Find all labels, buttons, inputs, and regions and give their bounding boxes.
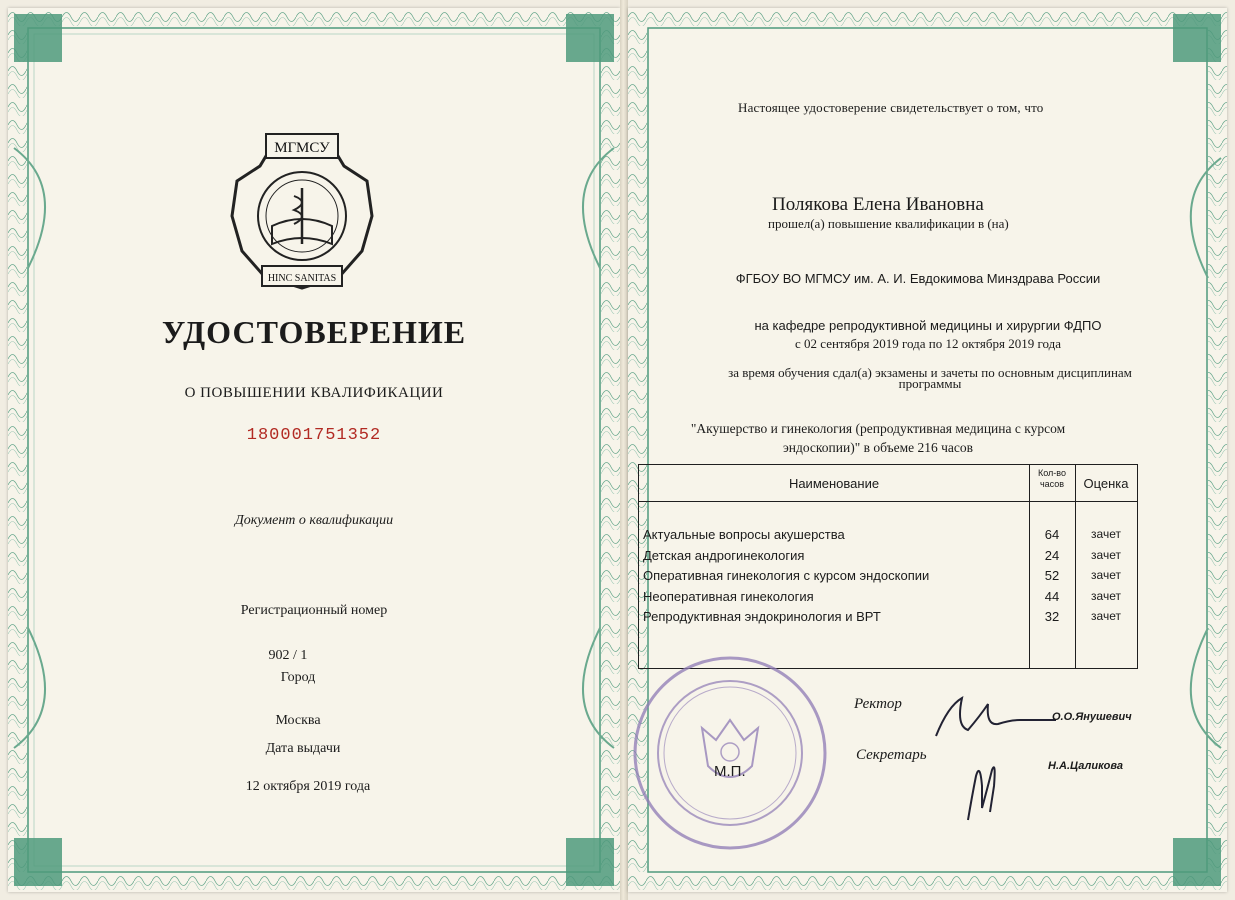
person-name: Полякова Елена Ивановна: [772, 194, 984, 215]
discipline-grade: зачет: [1091, 568, 1121, 582]
disciplines-table: [638, 464, 1138, 669]
discipline-name: Репродуктивная эндокринология и ВРТ: [643, 609, 881, 624]
table-row: [639, 589, 1137, 610]
discipline-name: Оперативная гинекология с курсом эндоскопии: [643, 568, 930, 583]
stamp-label: М.П.: [714, 763, 746, 780]
document-title: УДОСТОВЕРЕНИЕ: [161, 314, 467, 350]
discipline-name: Актуальные вопросы акушерства: [643, 527, 845, 542]
header-name: Наименование: [788, 476, 880, 491]
exams-line-1: за время обучения сдал(а) экзамены и зачеты по основным дисциплинам: [728, 365, 1132, 380]
discipline-grade: зачет: [1091, 588, 1121, 603]
rector-title: Ректор: [854, 696, 902, 712]
right-page: [628, 8, 1227, 892]
table-row: [639, 609, 1137, 630]
table-header: [639, 465, 1137, 502]
book-spine: [620, 0, 628, 900]
emblem-bottom-text: HINC SANITAS: [267, 273, 337, 284]
discipline-hours: 32: [1044, 609, 1060, 624]
issue-date-value: 12 октября 2019 года: [245, 779, 371, 794]
header-hours-line-1: Кол-во: [1038, 468, 1066, 478]
secretary-signature: [958, 756, 1008, 826]
discipline-hours: 24: [1044, 547, 1060, 563]
exams-line-2: программы: [898, 376, 962, 391]
discipline-name: Неоперативная гинекология: [643, 588, 814, 604]
discipline-hours: 64: [1044, 527, 1060, 542]
exams-text: [658, 367, 1202, 389]
registration-value: 902 / 1: [268, 648, 308, 663]
rector-name: О.О.Янушевич: [1052, 711, 1132, 723]
discipline-name: Детская андрогинекология: [643, 547, 805, 563]
study-period: с 02 сентября 2019 года по 12 октября 2019 года: [795, 336, 1061, 351]
discipline-hours: 52: [1044, 568, 1060, 583]
table-row: [639, 568, 1137, 589]
rector-signature: [928, 686, 1058, 746]
secretary-name: Н.А.Цаликова: [1048, 760, 1124, 772]
program-title: [648, 419, 1108, 457]
issue-date-label: Дата выдачи: [265, 741, 341, 756]
program-line-1: "Акушерство и гинекология (репродуктивная медицина с курсом: [690, 421, 1066, 436]
header-hours: [1029, 468, 1075, 490]
discipline-hours: 44: [1044, 588, 1060, 604]
discipline-grade: зачет: [1091, 527, 1121, 541]
serial-number: 180001751352: [246, 426, 382, 445]
secretary-title: Секретарь: [856, 747, 927, 763]
city-value: Москва: [275, 713, 321, 728]
official-stamp: [630, 648, 830, 858]
passed-text: прошел(а) повышение квалификации в (на): [768, 216, 1009, 231]
registration-label: Регистрационный номер: [240, 603, 388, 618]
intro-text: Настоящее удостоверение свидетельствует о том, что: [738, 100, 1044, 115]
document-subtitle: О ПОВЫШЕНИИ КВАЛИФИКАЦИИ: [184, 385, 444, 401]
program-line-2: эндоскопии)" в объеме 216 часов: [782, 440, 974, 455]
table-body: [639, 527, 1137, 630]
header-hours-line-2: часов: [1039, 479, 1065, 489]
department: на кафедре репродуктивной медицины и хирургии ФДПО: [754, 318, 1102, 333]
emblem-top-text: МГМСУ: [274, 140, 330, 156]
discipline-grade: зачет: [1091, 609, 1121, 623]
organization: ФГБОУ ВО МГМСУ им. А. И. Евдокимова Минздрава России: [735, 271, 1101, 286]
header-grade: Оценка: [1083, 476, 1129, 491]
city-label: Город: [280, 670, 316, 685]
document-kind: Документ о квалификации: [234, 513, 394, 528]
left-page: [8, 8, 620, 892]
discipline-grade: зачет: [1091, 547, 1121, 562]
table-row: [639, 527, 1137, 548]
mgmsu-emblem: [222, 126, 382, 296]
table-row: [639, 548, 1137, 569]
